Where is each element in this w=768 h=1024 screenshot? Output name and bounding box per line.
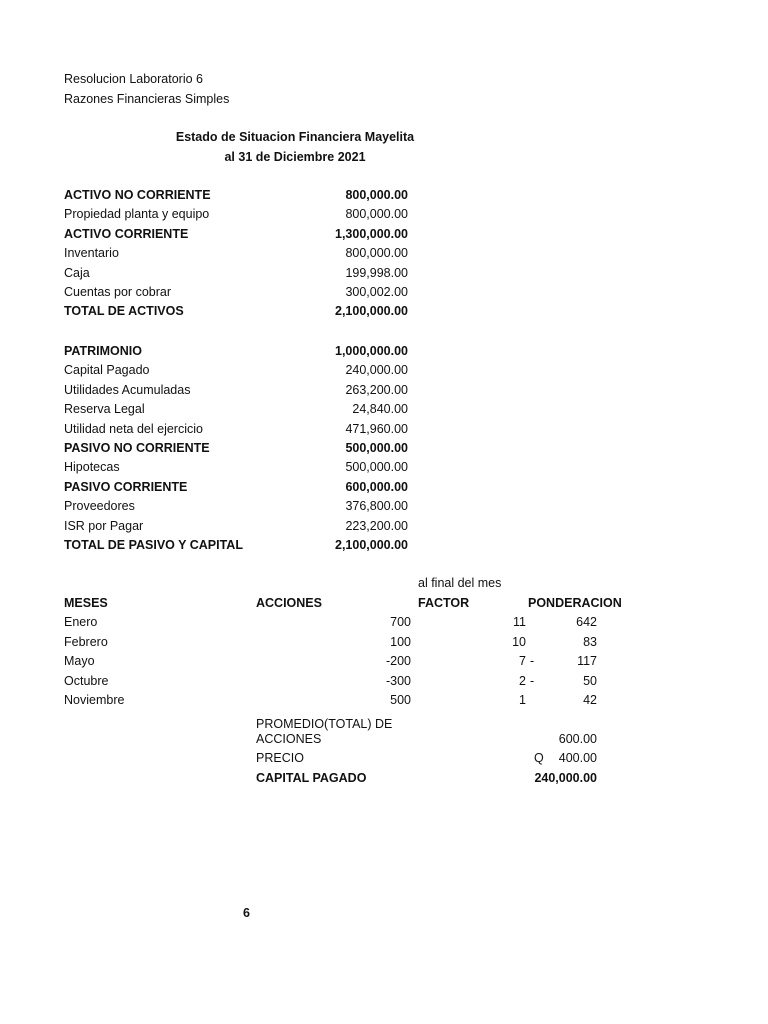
line-item-label: Utilidad neta del ejercicio bbox=[64, 421, 203, 436]
line-item-value: 2,100,000.00 bbox=[335, 538, 408, 552]
line-item-label: PATRIMONIO bbox=[64, 344, 143, 358]
weight-cell: 50 bbox=[583, 673, 597, 688]
line-item-label: ISR por Pagar bbox=[64, 518, 144, 533]
line-item-value: 800,000.00 bbox=[345, 246, 408, 261]
line-item-label: Reserva Legal bbox=[64, 402, 145, 417]
page-number: 6 bbox=[243, 906, 250, 920]
shares-cell: -200 bbox=[385, 654, 411, 668]
line-item-value: 800,000.00 bbox=[345, 188, 408, 202]
month-cell: Mayo bbox=[64, 654, 95, 668]
line-item-label: Caja bbox=[64, 265, 90, 280]
document-header-line1: Resolucion Laboratorio 6 bbox=[64, 72, 203, 86]
statement-title: Estado de Situacion Financiera Mayelita bbox=[175, 130, 415, 144]
col-header-months: MESES bbox=[64, 596, 108, 610]
average-shares-label-line1: PROMEDIO(TOTAL) DE bbox=[256, 717, 393, 731]
line-item-label: Inventario bbox=[64, 246, 119, 261]
price-value: 400.00 bbox=[558, 751, 597, 765]
line-item-label: PASIVO NO CORRIENTE bbox=[64, 441, 210, 455]
line-item-value: 500,000.00 bbox=[345, 441, 408, 455]
line-item-label: Propiedad planta y equipo bbox=[64, 207, 210, 222]
line-item-value: 500,000.00 bbox=[345, 460, 408, 475]
shares-cell: 100 bbox=[390, 634, 411, 649]
line-item-label: Hipotecas bbox=[64, 460, 120, 475]
month-cell: Noviembre bbox=[64, 693, 125, 707]
line-item-label: Cuentas por cobrar bbox=[64, 285, 172, 299]
line-item-value: 471,960.00 bbox=[345, 421, 408, 436]
line-item-label: Capital Pagado bbox=[64, 363, 150, 378]
month-cell: Febrero bbox=[64, 634, 108, 649]
factor-cell: 10 bbox=[512, 634, 526, 649]
weight-cell: 642 bbox=[576, 615, 597, 629]
factor-cell: 2 bbox=[519, 673, 526, 688]
factor-note: al final del mes bbox=[418, 576, 502, 590]
average-shares-label-line2: ACCIONES bbox=[256, 732, 322, 746]
statement-date: al 31 de Diciembre 2021 bbox=[224, 150, 366, 164]
col-header-shares: ACCIONES bbox=[256, 596, 322, 610]
shares-cell: -300 bbox=[385, 673, 411, 688]
line-item-value: 240,000.00 bbox=[345, 363, 408, 378]
shares-cell: 700 bbox=[390, 615, 411, 629]
month-cell: Enero bbox=[64, 615, 98, 629]
line-item-label: TOTAL DE PASIVO Y CAPITAL bbox=[64, 538, 243, 552]
line-item-value: 300,002.00 bbox=[345, 285, 408, 299]
line-item-label: TOTAL DE ACTIVOS bbox=[64, 304, 184, 319]
line-item-value: 263,200.00 bbox=[345, 382, 408, 397]
line-item-value: 1,000,000.00 bbox=[335, 344, 408, 358]
capital-paid-value: 240,000.00 bbox=[534, 771, 597, 785]
capital-paid-label: CAPITAL PAGADO bbox=[256, 771, 367, 785]
col-header-factor: FACTOR bbox=[418, 596, 470, 610]
line-item-label: Proveedores bbox=[64, 499, 135, 514]
price-currency: Q bbox=[534, 751, 544, 765]
weight-cell: 83 bbox=[583, 634, 597, 649]
line-item-value: 24,840.00 bbox=[352, 402, 408, 417]
line-item-value: 2,100,000.00 bbox=[335, 304, 408, 319]
line-item-value: 600,000.00 bbox=[345, 479, 408, 494]
document-header-line2: Razones Financieras Simples bbox=[64, 92, 230, 106]
line-item-label: PASIVO CORRIENTE bbox=[64, 479, 188, 494]
line-item-value: 199,998.00 bbox=[345, 265, 408, 280]
factor-cell: 1 bbox=[519, 693, 526, 707]
factor-cell: 7 bbox=[519, 654, 526, 668]
weight-cell: 42 bbox=[583, 693, 597, 707]
line-item-value: 223,200.00 bbox=[345, 518, 408, 533]
weight-sign-cell: - bbox=[530, 673, 535, 688]
price-label: PRECIO bbox=[256, 751, 304, 765]
average-shares-value: 600.00 bbox=[558, 732, 597, 746]
month-cell: Octubre bbox=[64, 673, 109, 688]
line-item-label: ACTIVO CORRIENTE bbox=[64, 226, 189, 241]
line-item-value: 800,000.00 bbox=[345, 207, 408, 222]
weight-sign-cell: - bbox=[530, 654, 535, 668]
col-header-weight: PONDERACION bbox=[528, 596, 622, 610]
line-item-value: 1,300,000.00 bbox=[335, 226, 408, 241]
weight-cell: 117 bbox=[577, 654, 597, 668]
line-item-value: 376,800.00 bbox=[345, 499, 408, 514]
factor-cell: 11 bbox=[513, 615, 526, 629]
shares-cell: 500 bbox=[390, 693, 411, 707]
line-item-label: ACTIVO NO CORRIENTE bbox=[64, 188, 211, 202]
line-item-label: Utilidades Acumuladas bbox=[64, 382, 191, 397]
